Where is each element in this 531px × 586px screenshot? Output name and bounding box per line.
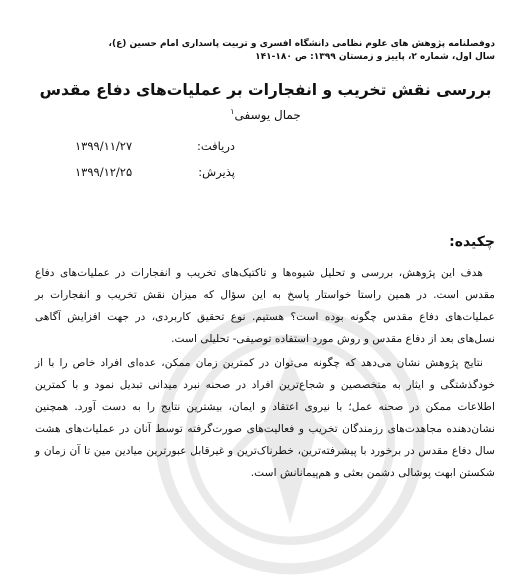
journal-header bbox=[25, 38, 495, 64]
abstract-heading: چکیده: bbox=[449, 234, 495, 250]
author-footnote-mark: ۱ bbox=[230, 107, 235, 116]
author-line bbox=[0, 107, 531, 122]
author-name: جمال یوسفی bbox=[234, 108, 301, 122]
accepted-date-row bbox=[75, 159, 235, 185]
abstract-paragraph: نتایج پژوهش نشان می‌دهد که چگونه می‌توان در کمترین زمان ممکن، عده‌ای افراد خاص را با از خودگذشتگی و ایثار به متخصصین و شجاع‌ترین افراد در صحنه نبرد میدانی تبدیل نمود و با کمترین اطلاعات ممکن در صحنه عمل؛ با نیروی اعتقاد و ایمان، بیشترین نتایج را به دست آورد. همچنین نشان‌دهنده مجاهدت‌های رزمندگان تخریب و فعالیت‌های صورت‌گرفته توسط آنان در عملیات‌های هشت سال دفاع مقدس در برخورد با پیشرفته‌ترین، خطرناک‌ترین و غیرقابل عبورترین میادین مین تا آن زمان و شکستن ابهت پوشالی دشمن بعثی و هم‌پیمانانش است. bbox=[35, 356, 495, 479]
journal-issue: سال اول، شماره ۲، پاییز و زمستان ۱۳۹۹: ص ۱۸۰-۱۴۱ bbox=[255, 52, 495, 62]
article-title: بررسی نقش تخریب و انفجارات بر عملیات‌های دفاع مقدس bbox=[39, 81, 492, 99]
journal-name: دوفصلنامه پژوهش های علوم نظامی دانشگاه افسری و تربیت پاسداری امام حسین (ع)، bbox=[108, 39, 495, 49]
received-label: دریافت: bbox=[196, 139, 235, 153]
abstract-body bbox=[35, 262, 495, 484]
accepted-label: پذیرش: bbox=[198, 165, 235, 179]
received-date: ۱۳۹۹/۱۱/۲۷ bbox=[75, 139, 133, 153]
abstract-paragraph: هدف این پژوهش، بررسی و تحلیل شیوه‌ها و تاکتیک‌های تخریب و انفجارات در عملیات‌های دفاع مقدس است. در همین راستا خواستار پاسخ به این سؤال که میزان نقش تخریب و انفجارات بر عملیات‌های دفاع مقدس چگونه بوده است؟ هستیم. نوع تحقیق کاربردی، در جهت افزایش آگاهی نسل‌های بعد از دفاع مقدس و روش مورد استفاده توصیفی- تحلیلی است. bbox=[35, 266, 495, 345]
article-dates bbox=[75, 133, 235, 185]
accepted-date: ۱۳۹۹/۱۲/۲۵ bbox=[75, 165, 133, 179]
received-date-row bbox=[75, 133, 235, 159]
